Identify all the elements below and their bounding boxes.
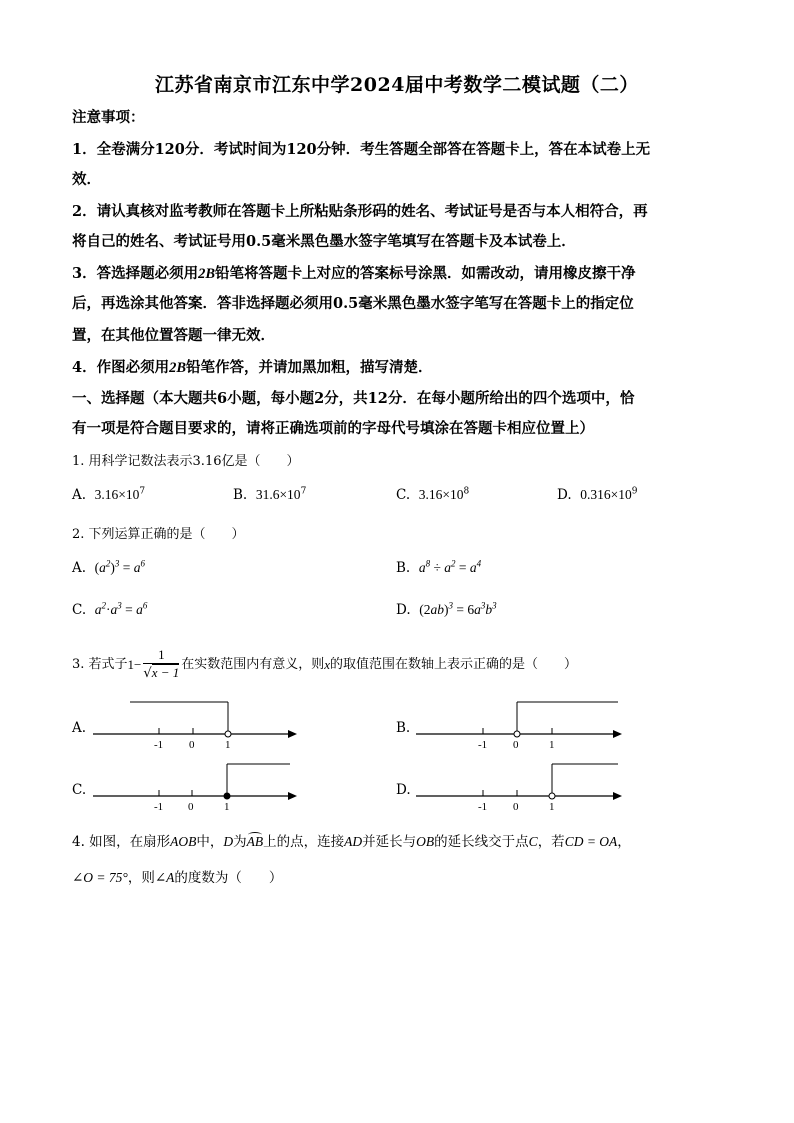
notice-item-2: 2．请认真核对监考教师在答题卡上所粘贴条形码的姓名、考试证号是否与本人相符合，再 [72, 203, 648, 220]
q3-option-a-number-line [85, 696, 305, 754]
notice-item-2-cont: 将自己的姓名、考试证号用0.5毫米黑色墨水签字笔填写在答题卡及本试卷上． [72, 233, 576, 250]
notice-heading: 注意事项： [72, 109, 145, 126]
svg-text:-1: -1 [154, 739, 164, 751]
notice-item-1-cont: 效． [72, 171, 101, 188]
pencil-grade: 2B [198, 266, 216, 282]
svg-text:1: 1 [549, 801, 555, 813]
svg-text:1: 1 [549, 739, 555, 751]
svg-text:0: 0 [513, 739, 519, 751]
question-3-stem: 3. 若式子 1 − $\frac{1}{√x - 1}$ 在实数范围内有意义，则 x 的取值范围在数轴上表示正确的是（ ） [72, 647, 578, 681]
svg-text:1: 1 [224, 801, 230, 813]
q3-option-d-number-line [410, 758, 630, 816]
arc-ab: AB [246, 834, 264, 849]
notice-item-1: 1．全卷满分120分．考试时间为120分钟．考生答题全部答在答题卡上，答在本试卷上无 [72, 141, 651, 158]
pencil-grade: 2B [169, 360, 187, 376]
section-heading-cont: 有一项是符合题目要求的，请将正确选项前的字母代号填涂在答题卡相应位置上） [72, 420, 594, 437]
q3-option-b-label[interactable]: B. [396, 720, 411, 736]
q3-option-c-number-line [85, 758, 305, 816]
notice-item-4: 4．作图必须用2B铅笔作答，并请加黑加粗，描写清楚． [72, 359, 433, 376]
notice-item-3-cont: 后，再选涂其他答案．答非选择题必须用0.5毫米黑色墨水签字笔写在答题卡上的指定位 [72, 295, 634, 312]
svg-text:-1: -1 [478, 739, 488, 751]
notice-item-3: 3．答选择题必须用2B铅笔将答题卡上对应的答案标号涂黑．如需改动，请用橡皮擦干净 [72, 265, 636, 282]
section-heading: 一、选择题（本大题共6小题，每小题2分，共12分．在每小题所给出的四个选项中，恰 [72, 390, 635, 407]
question-4-stem-line1: 4. 如图，在扇形AOB中，D为 AB上的点，连接AD并延长与OB的延长线交于点C，若CD = OA， [72, 834, 631, 850]
fraction: $\frac{1}{√x - 1}$ [143, 647, 180, 681]
page-title: 江苏省南京市江东中学2024届中考数学二模试题（二） [155, 74, 639, 96]
question-1-stem: 1. 用科学记数法表示3.16亿是（ ） [72, 454, 300, 469]
question-4-stem-line2: ∠O = 75°，则∠A的度数为（ ） [72, 870, 283, 886]
svg-text:-1: -1 [154, 801, 164, 813]
svg-text:1: 1 [225, 739, 231, 751]
q2-option-d[interactable]: D. $(2ab)^3 = 6a^3b^3$ [396, 600, 497, 618]
q3-option-a-label[interactable]: A. [72, 720, 87, 736]
q1-option-d[interactable]: D. $0.316\times 10^9$ [557, 486, 638, 503]
svg-text:0: 0 [513, 801, 519, 813]
q3-option-c-label[interactable]: C. [72, 782, 87, 798]
svg-text:-1: -1 [478, 801, 488, 813]
q2-option-c[interactable]: C. $a^2\cdot a^3 = a^6$ [72, 600, 148, 618]
q3-option-b-number-line [410, 696, 630, 754]
question-2-stem: 2. 下列运算正确的是（ ） [72, 527, 245, 542]
q2-option-b[interactable]: B. $a^8 \div a^2 = a^4$ [396, 558, 482, 576]
notice-item-3-cont2: 置，在其他位置答题一律无效． [72, 327, 275, 344]
q1-option-c[interactable]: C. $3.16\times 10^8$ [396, 486, 470, 503]
q3-option-d-label[interactable]: D. [396, 782, 411, 798]
q2-option-a[interactable]: A. $(a^2)^3 = a^6$ [72, 558, 146, 576]
q1-option-a[interactable]: A. $3.16\times 10^7$ [72, 486, 146, 503]
q1-option-b[interactable]: B. $31.6\times 10^7$ [233, 486, 307, 503]
svg-text:0: 0 [189, 739, 195, 751]
svg-text:0: 0 [188, 801, 194, 813]
